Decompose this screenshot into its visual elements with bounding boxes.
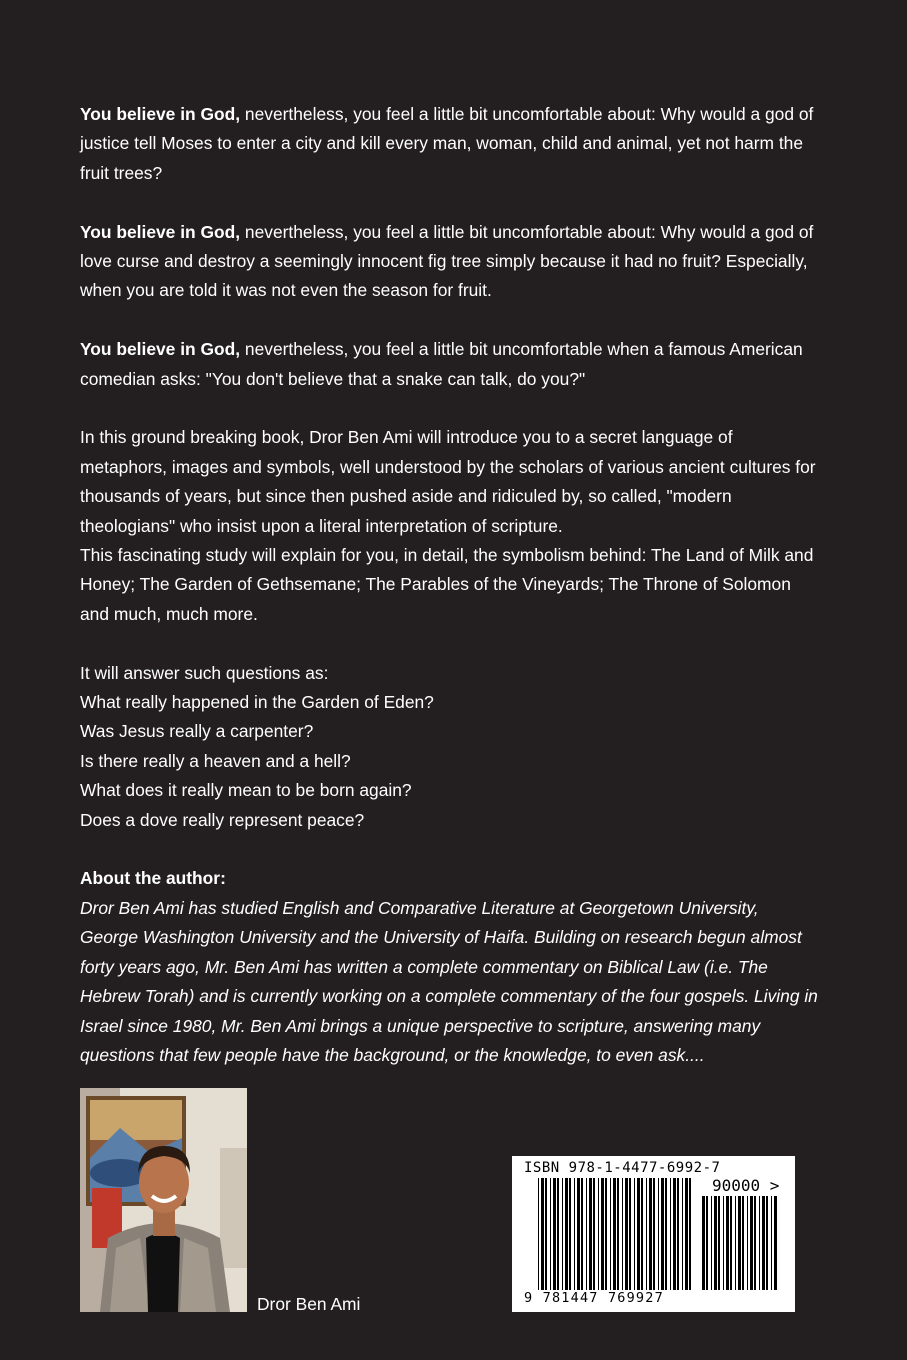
- question-item: Was Jesus really a carpenter?: [80, 721, 314, 742]
- paragraph-snake: [80, 335, 820, 394]
- author-photo: [80, 1088, 247, 1312]
- paragraph-justice: [80, 100, 820, 188]
- question-item: Is there really a heaven and a hell?: [80, 750, 351, 771]
- questions-block: [80, 659, 820, 835]
- barcode-digits: 9 781447 769927: [524, 1290, 664, 1306]
- barcode-bars-addon: [702, 1196, 780, 1290]
- question-item: What really happened in the Garden of Eden?: [80, 692, 434, 713]
- paragraph-text: nevertheless, you feel a little bit uncomfortable about: Why would a god of love curse and destroy a seemingly innocent fig tree simply because it had no fruit? Especially, when you are told it was not even the season for fruit.: [80, 221, 814, 301]
- author-photo-caption: Dror Ben Ami: [257, 1294, 361, 1314]
- back-cover-text: [80, 100, 820, 1070]
- price-code: 90000 >: [712, 1176, 780, 1195]
- lead-phrase: You believe in God,: [80, 104, 241, 124]
- isbn-barcode: [512, 1156, 795, 1312]
- questions-heading: It will answer such questions as:: [80, 662, 329, 683]
- about-author-block: [80, 864, 820, 1070]
- about-body: Dror Ben Ami has studied English and Comparative Literature at Georgetown University, George Washington University and the University of Haifa. Building on research begun almost forty years ago, Mr. Ben Ami has written a complete commentary on Biblical Law (i.e. The Hebrew Torah) and is currently working on a complete commentary of the four gospels. Living in Israel since 1980, Mr. Ben Ami brings a unique perspective to scripture, answering many questions that few people have the background, or the knowledge, to even ask....: [80, 897, 818, 1065]
- paragraph-text: nevertheless, you feel a little bit uncomfortable when a famous American comedian asks: "You don't believe that a snake can talk, do you?": [80, 339, 803, 389]
- question-item: What does it really mean to be born again?: [80, 780, 412, 801]
- intro-text: In this ground breaking book, Dror Ben Ami will introduce you to a secret language of metaphors, images and symbols, well understood by the scholars of various ancient cultures for thousands of years, but since then pushed aside and ridiculed by, so called, "modern theologians" who insist upon a literal interpretation of scripture.: [80, 427, 816, 536]
- barcode-bars-main: [538, 1178, 694, 1290]
- isbn-label: ISBN 978-1-4477-6992-7: [524, 1160, 721, 1176]
- lead-phrase: You believe in God,: [80, 221, 241, 242]
- paragraph-fig-tree: [80, 218, 820, 306]
- about-heading: About the author:: [80, 868, 226, 889]
- question-item: Does a dove really represent peace?: [80, 809, 365, 830]
- author-portrait-image: [80, 1088, 247, 1312]
- paragraph-intro: [80, 423, 820, 629]
- paragraph-text: nevertheless, you feel a little bit uncomfortable about: Why would a god of justice tell Moses to enter a city and kill every man, woman, child and animal, yet not harm the fruit trees?: [80, 104, 814, 183]
- lead-phrase: You believe in God,: [80, 339, 241, 360]
- intro-symbolism: This fascinating study will explain for you, in detail, the symbolism behind: The Land of Milk and Honey; The Garden of Gethsemane; The Parables of the Vineyards; The Throne of Solomon and much, much more.: [80, 545, 814, 624]
